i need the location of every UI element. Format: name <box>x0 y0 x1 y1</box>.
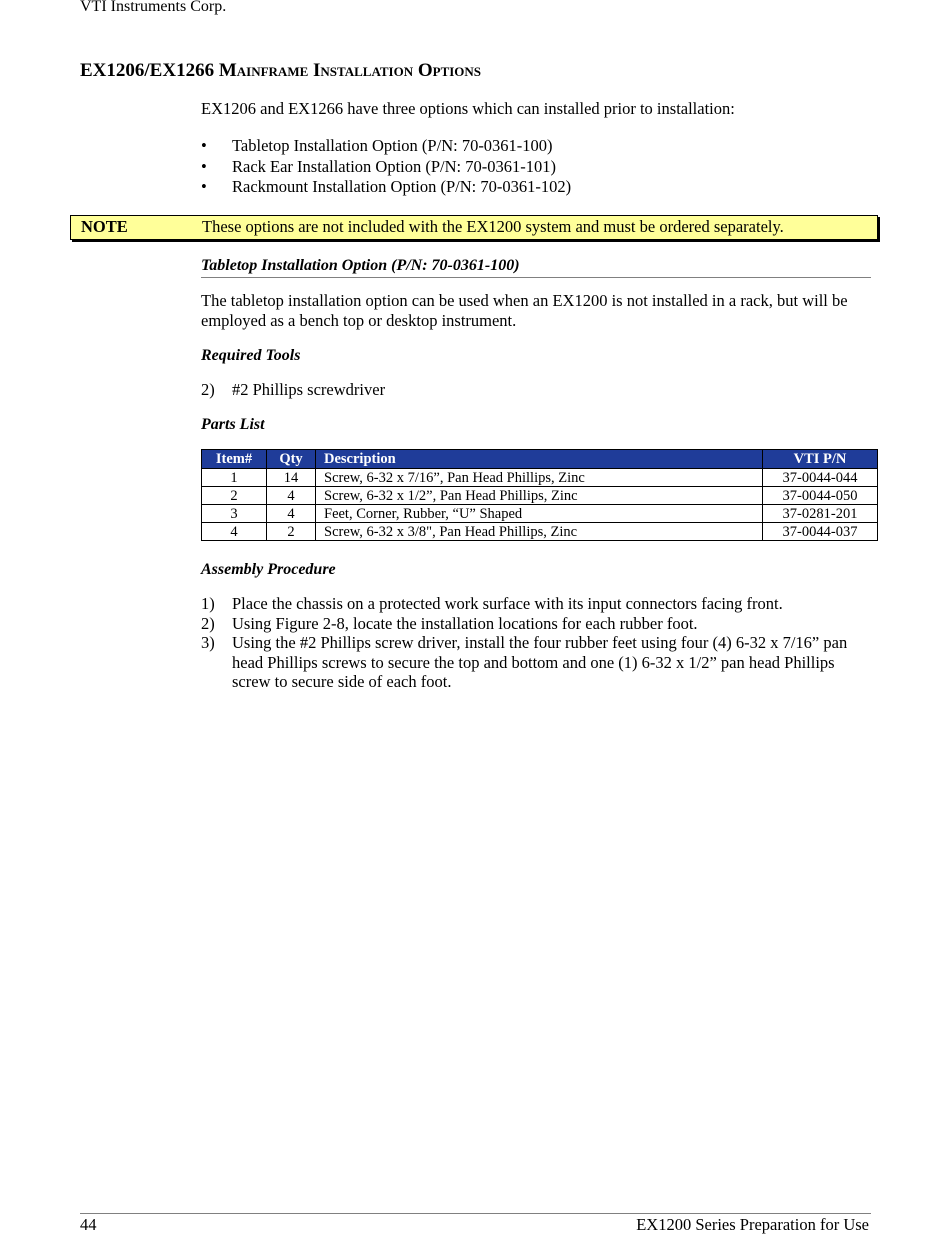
footer-rule <box>80 1213 871 1214</box>
heading-rule <box>201 277 871 278</box>
footer-doc-title: EX1200 Series Preparation for Use <box>636 1215 869 1234</box>
column-header: VTI P/N <box>763 450 878 469</box>
list-item-text: #2 Phillips screwdriver <box>232 380 386 399</box>
assembly-procedure-heading: Assembly Procedure <box>201 561 336 578</box>
list-item-text: Place the chassis on a protected work surface with its input connectors facing front. <box>232 594 783 613</box>
cell-part-number: 37-0281-201 <box>763 505 878 523</box>
cell-item: 4 <box>202 523 267 541</box>
note-label: NOTE <box>81 217 128 236</box>
list-item <box>201 614 873 634</box>
list-item-number: 3) <box>201 633 215 652</box>
required-tools-heading: Required Tools <box>201 347 301 364</box>
section-title-model: EX1206/EX1266 <box>80 60 219 81</box>
list-item: • Tabletop Installation Option (P/N: 70-0361-100) <box>201 136 571 157</box>
list-item-number: 1) <box>201 594 215 613</box>
options-list <box>201 136 571 198</box>
cell-qty: 4 <box>267 487 316 505</box>
running-header: VTI Instruments Corp. <box>80 0 227 15</box>
list-item <box>201 633 873 692</box>
page-number: 44 <box>80 1215 97 1234</box>
note-box <box>70 215 878 240</box>
list-item <box>201 380 385 400</box>
column-header: Item# <box>202 450 267 469</box>
tools-list <box>201 380 385 400</box>
section-title-text: Mainframe Installation Options <box>218 60 482 81</box>
section-title <box>80 60 481 82</box>
cell-qty: 2 <box>267 523 316 541</box>
cell-part-number: 37-0044-044 <box>763 469 878 487</box>
cell-description: Screw, 6-32 x 7/16”, Pan Head Phillips, Zinc <box>316 469 763 487</box>
cell-item: 3 <box>202 505 267 523</box>
cell-item: 1 <box>202 469 267 487</box>
list-item-number: 2) <box>201 613 215 633</box>
table-row <box>202 523 878 541</box>
parts-list-heading: Parts List <box>201 416 265 433</box>
cell-item: 2 <box>202 487 267 505</box>
assembly-steps-list <box>201 594 873 692</box>
cell-description: Screw, 6-32 x 1/2”, Pan Head Phillips, Zinc <box>316 487 763 505</box>
note-text: These options are not included with the EX1200 system and must be ordered separately. <box>202 217 784 236</box>
list-item-text: Using the #2 Phillips screw driver, install the four rubber feet using four (4) 6-32 x 7/16” pan head Phillips screws to secure the top and bottom and one (1) 6-32 x 1/2” pan head Phillips screw to secure side of each foot. <box>232 633 848 691</box>
table-header-row <box>202 450 878 469</box>
column-header: Qty <box>267 450 316 469</box>
tabletop-heading: Tabletop Installation Option (P/N: 70-0361-100) <box>201 257 520 274</box>
parts-table <box>201 449 878 541</box>
list-item: • Rackmount Installation Option (P/N: 70-0361-102) <box>201 177 571 198</box>
table-row <box>202 505 878 523</box>
column-header: Description <box>316 450 763 469</box>
list-item-text: Using Figure 2-8, locate the installation locations for each rubber foot. <box>232 613 698 633</box>
list-item-number: 2) <box>201 380 215 399</box>
list-item: • Rack Ear Installation Option (P/N: 70-0361-101) <box>201 157 571 178</box>
table-row <box>202 469 878 487</box>
tabletop-paragraph: The tabletop installation option can be used when an EX1200 is not installed in a rack, but will be employed as a bench top or desktop instrument. <box>201 291 848 330</box>
table-row <box>202 487 878 505</box>
intro-paragraph: EX1206 and EX1266 have three options which can installed prior to installation: <box>201 99 735 118</box>
cell-qty: 14 <box>267 469 316 487</box>
cell-qty: 4 <box>267 505 316 523</box>
cell-description: Screw, 6-32 x 3/8", Pan Head Phillips, Zinc <box>316 523 763 541</box>
cell-description: Feet, Corner, Rubber, “U” Shaped <box>316 505 763 523</box>
list-item <box>201 594 873 614</box>
cell-part-number: 37-0044-037 <box>763 523 878 541</box>
cell-part-number: 37-0044-050 <box>763 487 878 505</box>
